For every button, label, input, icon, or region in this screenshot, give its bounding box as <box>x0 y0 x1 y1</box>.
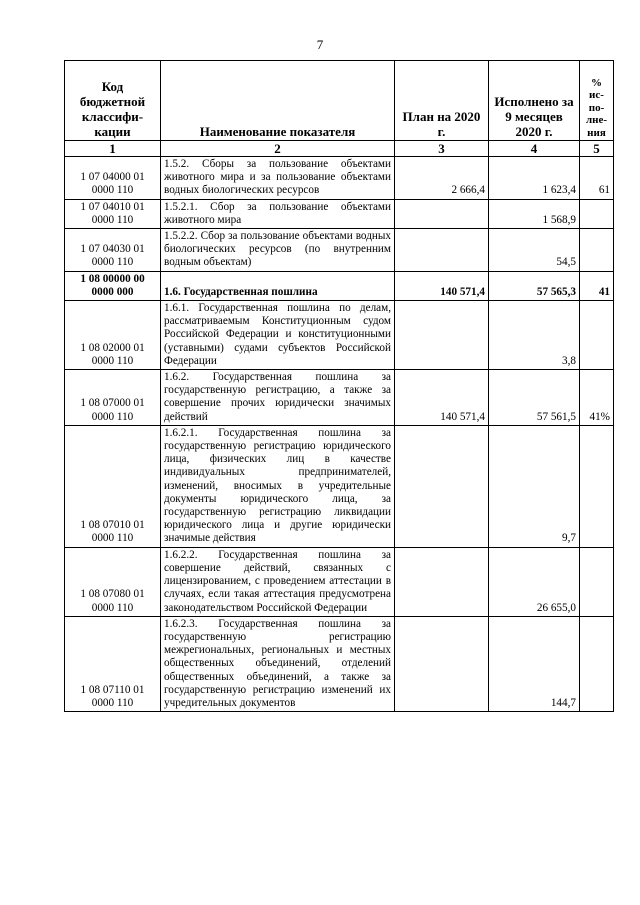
row-percent <box>580 199 614 228</box>
row-plan <box>395 229 489 272</box>
row-code: 1 07 04010 01 0000 110 <box>65 199 161 228</box>
row-code: 1 08 07000 01 0000 110 <box>65 370 161 426</box>
row-done: 54,5 <box>489 229 580 272</box>
row-plan <box>395 547 489 616</box>
row-percent <box>580 616 614 711</box>
row-plan <box>395 199 489 228</box>
table-row <box>65 157 614 200</box>
table-row <box>65 229 614 272</box>
column-number: 1 <box>65 141 161 157</box>
table-row <box>65 616 614 711</box>
column-number: 3 <box>395 141 489 157</box>
table-row <box>65 199 614 228</box>
header-code: Код бюджетной классифи-кации <box>65 61 161 141</box>
row-plan: 2 666,4 <box>395 157 489 200</box>
row-code: 1 08 07110 01 0000 110 <box>65 616 161 711</box>
column-number-row <box>65 141 614 157</box>
page-number: 7 <box>316 37 324 52</box>
row-percent <box>580 425 614 547</box>
row-name: 1.6.2.3. Государственная пошлина за государственную регистрацию межрегиональных, региональных и местных общественных объединений, отделений общественных объединений, а также за государственную регистрацию изменений их учредительных документов <box>161 616 395 711</box>
column-number: 4 <box>489 141 580 157</box>
row-plan: 140 571,4 <box>395 271 489 300</box>
row-percent: 41 <box>580 271 614 300</box>
header-plan: План на 2020 г. <box>395 61 489 141</box>
row-done: 1 623,4 <box>489 157 580 200</box>
row-plan <box>395 616 489 711</box>
row-name: 1.5.2.2. Сбор за пользование объектами водных биологических ресурсов (по внутренним водным объектам) <box>161 229 395 272</box>
row-code: 1 07 04030 01 0000 110 <box>65 229 161 272</box>
row-plan <box>395 301 489 370</box>
row-done: 26 655,0 <box>489 547 580 616</box>
row-name: 1.6.2. Государственная пошлина за государственную регистрацию, а также за совершение прочих юридически значимых действий <box>161 370 395 426</box>
row-name: 1.5.2.1. Сбор за пользование объектами животного мира <box>161 199 395 228</box>
row-plan: 140 571,4 <box>395 370 489 426</box>
row-done: 9,7 <box>489 425 580 547</box>
row-name: 1.6.1. Государственная пошлина по делам, рассматриваемым Конституционным судом Российской Федерации и конституционными (уставными) судами субъектов Российской Федерации <box>161 301 395 370</box>
row-name: 1.5.2. Сборы за пользование объектами животного мира и за пользование объектами водных биологических ресурсов <box>161 157 395 200</box>
row-code: 1 08 02000 01 0000 110 <box>65 301 161 370</box>
column-number: 2 <box>161 141 395 157</box>
row-done: 57 565,3 <box>489 271 580 300</box>
row-name: 1.6.2.2. Государственная пошлина за совершение действий, связанных с лицензированием, с проведением аттестации в случаях, если такая аттестация предусмотрена законодательством Российской Федерации <box>161 547 395 616</box>
row-done: 1 568,9 <box>489 199 580 228</box>
row-percent: 61 <box>580 157 614 200</box>
header-name: Наименование показателя <box>161 61 395 141</box>
header-done: Исполнено за 9 месяцев 2020 г. <box>489 61 580 141</box>
row-code: 1 08 07080 01 0000 110 <box>65 547 161 616</box>
row-done: 3,8 <box>489 301 580 370</box>
row-percent: 41% <box>580 370 614 426</box>
column-number: 5 <box>580 141 614 157</box>
budget-table <box>64 60 614 712</box>
row-code: 1 08 00000 00 0000 000 <box>65 271 161 300</box>
table-body <box>65 157 614 712</box>
row-code: 1 07 04000 01 0000 110 <box>65 157 161 200</box>
table-row <box>65 370 614 426</box>
row-percent <box>580 229 614 272</box>
row-name: 1.6.2.1. Государственная пошлина за государственную регистрацию юридического лица, физических лиц в качестве индивидуальных предпринимателей, изменений, вносимых в учредительные документы юридического лица, за государственную регистрацию ликвидации юридического лица и другие юридически значимые действия <box>161 425 395 547</box>
row-done: 144,7 <box>489 616 580 711</box>
row-name: 1.6. Государственная пошлина <box>161 271 395 300</box>
table-row-section <box>65 271 614 300</box>
table-row <box>65 425 614 547</box>
table-row <box>65 547 614 616</box>
row-percent <box>580 547 614 616</box>
row-percent <box>580 301 614 370</box>
row-code: 1 08 07010 01 0000 110 <box>65 425 161 547</box>
table-row <box>65 301 614 370</box>
row-done: 57 561,5 <box>489 370 580 426</box>
header-percent: % ис-по-лне-ния <box>580 61 614 141</box>
row-plan <box>395 425 489 547</box>
